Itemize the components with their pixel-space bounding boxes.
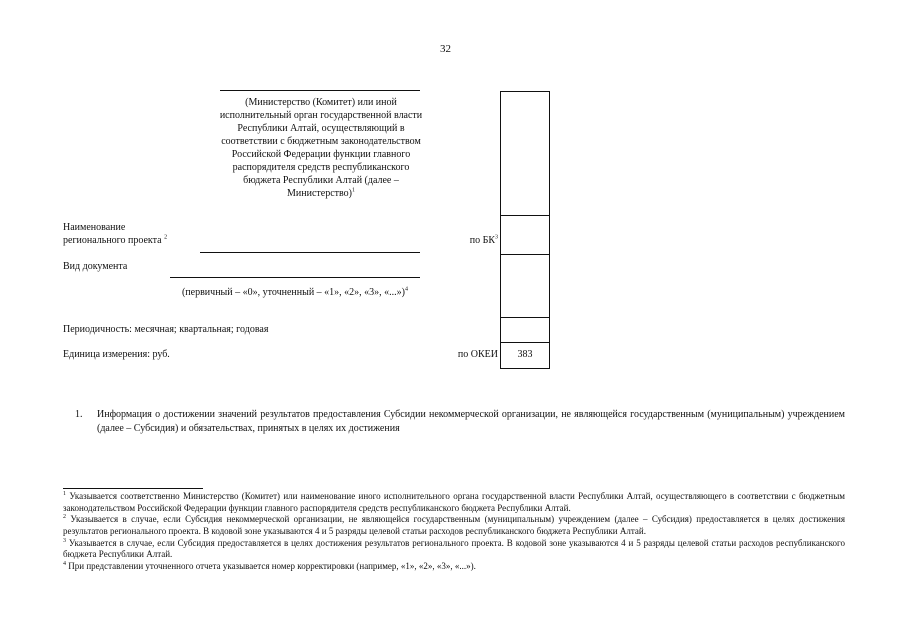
footnote-ref: 4 — [63, 561, 66, 568]
project-fill-line — [200, 252, 420, 253]
footnote-ref-3: 3 — [495, 234, 498, 241]
okei-code-value: 383 — [517, 349, 533, 360]
footnote-ref: 1 — [63, 491, 66, 497]
project-label-line-2: регионального проекта — [63, 235, 162, 246]
footnote-text: Указывается в случае, если Субсидия предоставляется в целях достижения результатов регионального проекта. В кодовой зоне указываются 4 и 5 разряды целевой статьи расходов республиканского бюджета Республики Алтай. — [63, 537, 846, 560]
footnote — [63, 514, 845, 537]
info-item-number: 1. — [75, 409, 83, 420]
footnotes — [63, 491, 845, 573]
footnote — [63, 538, 845, 561]
footnote — [63, 561, 845, 573]
footnote-ref-4: 4 — [405, 286, 409, 293]
footnote-text: Указывается соответственно Министерство (Комитет) или наименование иного исполнительного органа государственной власти Республики Алтай, осуществляющего в соответствии с бюджетным законодательством Российской Федерации функции главного распорядителя средств республиканского бюджета Республики Алтай. — [63, 491, 845, 513]
doctype-label: Вид документа — [63, 261, 128, 272]
doctype-caption-text: (первичный – «0», уточненный – «1», «2», «3», «...») — [181, 287, 406, 298]
bk-code-label — [470, 235, 498, 248]
footnote-ref: 2 — [63, 514, 66, 521]
code-column — [500, 91, 550, 369]
info-item-text: Информация о достижении значений результатов предоставления Субсидии некоммерческой организации, не являющейся государственным (муниципальным) учреждением (далее – Субсидия) и обязательствах, принятых в целях их достижения — [97, 409, 845, 434]
periodicity-label: Периодичность: месячная; квартальная; годовая — [63, 324, 269, 335]
footnote-text: При представлении уточненного отчета указывается номер корректировки (например, «1», «2», «3», «...»). — [68, 561, 476, 572]
project-label — [63, 221, 167, 247]
ministry-caption — [218, 96, 424, 200]
footnote-ref-2: 2 — [164, 234, 168, 241]
code-cell-divider — [501, 254, 549, 255]
project-label-line-1: Наименование — [63, 222, 126, 233]
ministry-fill-line — [220, 90, 420, 91]
footnote-ref-1: 1 — [352, 187, 355, 194]
footnote — [63, 491, 845, 514]
doctype-caption — [170, 286, 420, 300]
footnote-ref: 3 — [63, 537, 66, 544]
info-section-heading — [75, 408, 845, 435]
bk-label-text: по БК — [469, 235, 495, 246]
okei-code-label: по ОКЕИ — [457, 349, 498, 360]
code-cell-divider — [501, 317, 549, 318]
doctype-fill-line — [170, 277, 420, 278]
unit-label: Единица измерения: руб. — [63, 349, 170, 360]
code-cell-divider — [501, 215, 549, 216]
footnote-text: Указывается в случае, если Субсидия некоммерческой организации, не являющейся государственным (муниципальным) учреждением (далее – Субсидия) предоставляется в целях достижения результатов регионального проекта. В кодовой зоне указываются 4 и 5 разряды целевой статьи расходов республиканского бюджета Республики Алтай. — [63, 514, 845, 537]
page-number: 32 — [440, 43, 451, 55]
ministry-caption-text: (Министерство (Комитет) или иной исполнительный орган государственной власти Республики Алтай, осуществляющий в соответствии с бюджетным законодательством Российской Федерации функции главного распорядителя средств республиканского бюджета Республики Алтай (далее – Министерство) — [219, 97, 423, 199]
footnote-divider — [63, 488, 203, 489]
code-cell-divider — [501, 342, 549, 343]
